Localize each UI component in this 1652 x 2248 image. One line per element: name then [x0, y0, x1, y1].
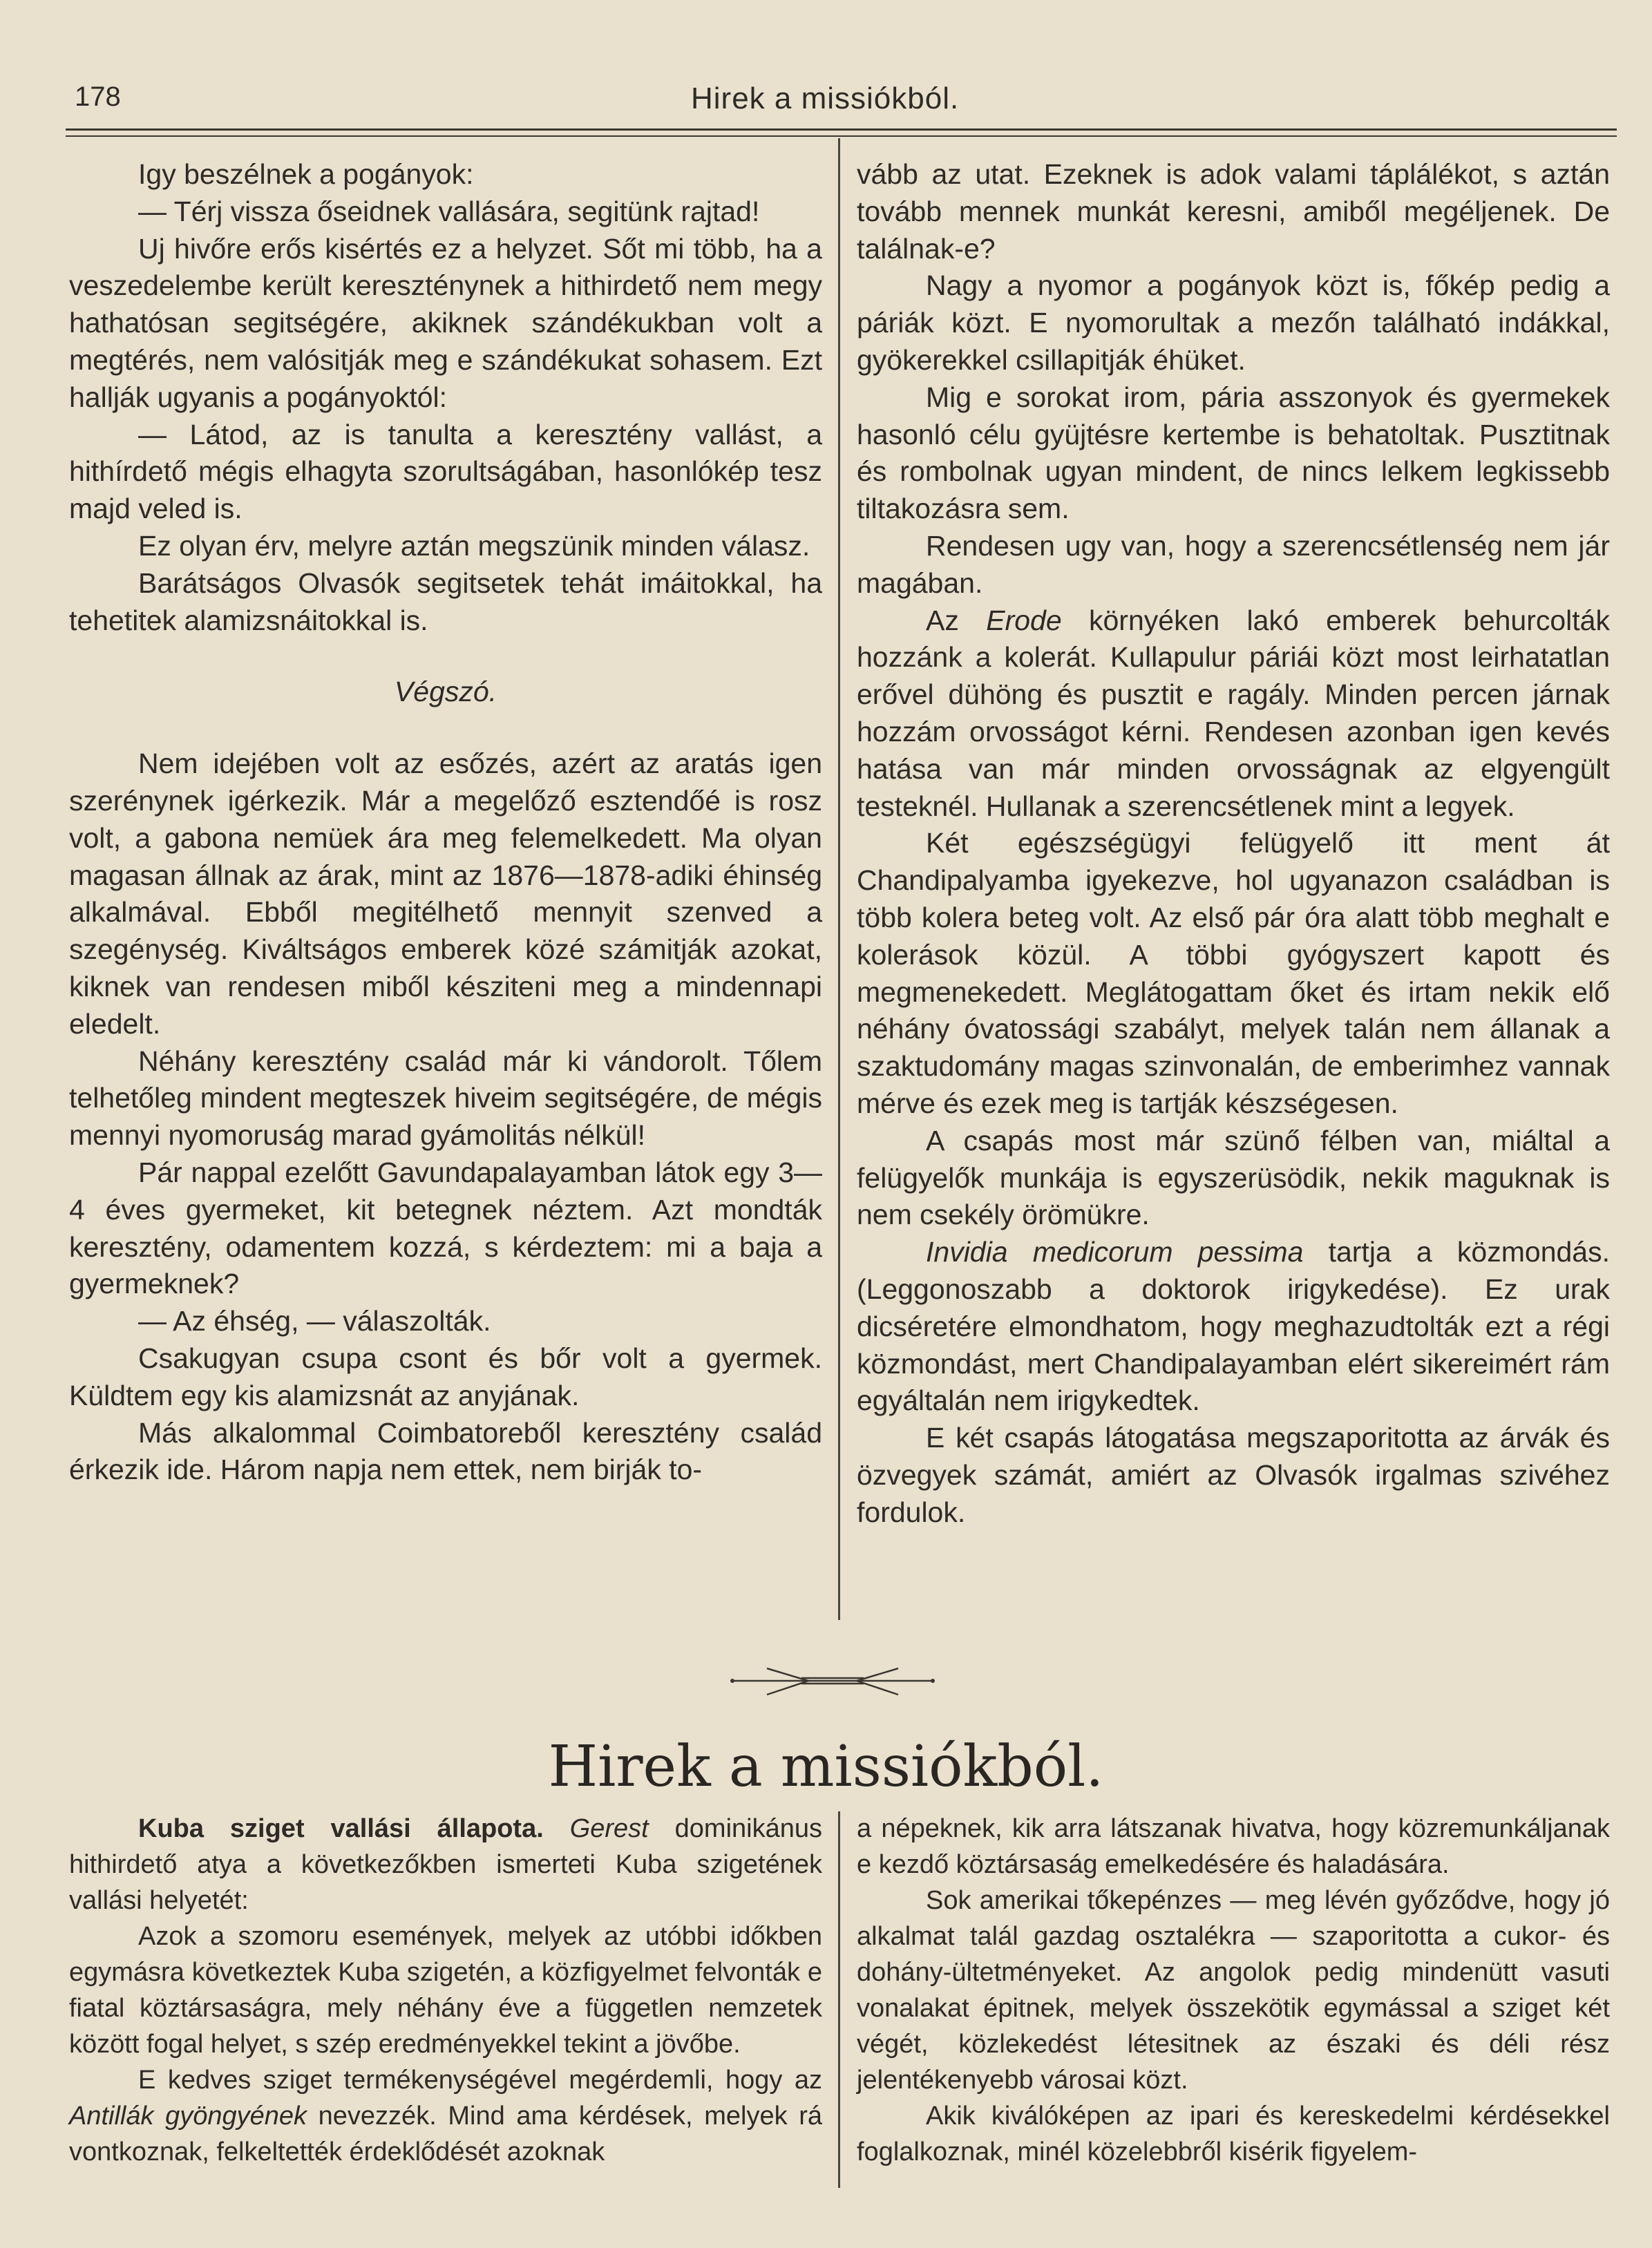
paragraph: — Látod, az is tanulta a keresztény vallást, a hithírdető mégis elhagyta szorultságában, hasonlókép tesz majd veled is.	[69, 418, 822, 525]
paragraph: Rendesen ugy van, hogy a szerencsétlenség nem jár magában.	[857, 529, 1610, 599]
paragraph: Két egészségügyi felügyelő itt ment át Chandipalyamba igyekezve, hol ugyanazon családban is több kolera beteg volt. Az első pár óra alatt több meghalt e kolerások közül. A többi gyógyszert kapott és megmenekedett. Meglátogattam őket és irtam nekik elő néhány óvatossági szabályt, melyek talán nem állanak a szaktudomány magas szinvonalán, de emberimhez vannak mérve és ezek meg is tartják készségesen.	[857, 827, 1610, 1119]
paragraph: — Térj vissza őseidnek vallására, segitünk rajtad!	[138, 195, 760, 227]
paragraph: Csakugyan csupa csont és bőr volt a gyermek. Küldtem egy kis alamizsnát az anyjának.	[69, 1342, 822, 1411]
section-title: Hirek a missiókból.	[548, 1734, 1104, 1800]
paragraph: A csapás most már szünő félben van, miáltal a felügyelők munkája is egyszerüsödik, nekik maguknak is nem csekély örömükre.	[857, 1124, 1610, 1231]
paragraph: E két csapás látogatása megszaporitotta az árvák és özvegyek számát, amiért az Olvasók irgalmas szivéhez fordulok.	[857, 1422, 1610, 1528]
column-divider-top	[838, 138, 840, 1620]
section-heading-vegszo: Végszó.	[394, 676, 497, 708]
paragraph: Azok a szomoru események, melyek az utóbbi időkben egymásra következtek Kuba szigetén, a közfigyelmet felvonták e fiatal köztársaságra, mely néhány éve a független nemzetek között fogal helyet, s szép eredményekkel tekint a jövőbe.	[69, 1922, 822, 2059]
paragraph: a népeknek, kik arra látszanak hivatva, hogy közremunkáljanak e kezdő köztársaság emelkedésére és haladására.	[857, 1814, 1610, 1879]
article-lead: Kuba sziget vallási állapota.	[138, 1814, 544, 1843]
paragraph: E kedves sziget termékenységével megérdemli, hogy az Antillák gyöngyének nevezzék. Mind ama kérdések, melyek rá vontkoznak, felkeltették érdeklődését azoknak	[69, 2066, 822, 2166]
author-name: Gerest	[569, 1814, 649, 1843]
paragraph: Ez olyan érv, melyre aztán megszünik minden válasz.	[138, 529, 810, 562]
paragraph: Uj hivőre erős kisértés ez a helyzet. Sőt mi több, ha a veszedelembe került kereszténynek a hithirdető nem megy hathatósan segitségére, akiknek szándékukban volt a megtérés, nem valósitják meg e szándékukat sohasem. Ezt hallják ugyanis a pogányoktól:	[69, 232, 822, 413]
header-rule-thin	[66, 135, 1617, 137]
paragraph: Nagy a nyomor a pogányok közt is, főkép pedig a páriák közt. E nyomorultak a mezőn található indákkal, gyökerekkel csillapitják éhüket.	[857, 269, 1610, 376]
right-column-bottom	[857, 1811, 1610, 2170]
paragraph: Pár nappal ezelőtt Gavundapalayamban látok egy 3—4 éves gyermeket, kit betegnek néztem. Azt mondták keresztény, odamentem kozzá, s kérdeztem: mi a baja a gyermeknek?	[69, 1156, 822, 1300]
column-divider-bottom	[838, 1811, 840, 2188]
paragraph: Mig e sorokat irom, pária asszonyok és gyermekek hasonló célu gyüjtésre kertembe is behatoltak. Pusztitnak és rombolnak ugyan mindent, de nincs lelkem legkissebb tiltakozásra sem.	[857, 381, 1610, 525]
right-column-top	[857, 156, 1610, 1531]
paragraph: Akik kiválóképen az ipari és kereskedelmi kérdésekkel foglalkoznak, minél közelebbről kisérik figyelem-	[857, 2102, 1610, 2166]
paragraph: Invidia medicorum pessima tartja a közmondás. (Leggonoszabb a doktorok irigykedése). Ez urak dicséretére elmondhatom, hogy meghazudtolták ezt a régi közmondást, mert Chandipalayamban elért sikereimért rám egyáltalán nem irigykedtek.	[857, 1236, 1610, 1417]
paragraph: Más alkalommal Coimbatoreből keresztény család érkezik ide. Három napja nem ettek, nem birják to-	[69, 1416, 822, 1486]
paragraph: Barátságos Olvasók segitsetek tehát imáitokkal, ha tehetitek alamizsnáitokkal is.	[69, 566, 822, 636]
paragraph: Az Erode környéken lakó emberek behurcolták hozzánk a kolerát. Kullapulur páriái közt most leirhatatlan erővel dühöng és pusztit e ragály. Minden percen járnak hozzám orvosságot kérni. Rendesen azonban igen kevés hatása van már minden orvosságnak az elgyengült testeknél. Hullanak a szerencsétlenek mint a legyek.	[857, 604, 1610, 822]
ornament-divider	[725, 1664, 940, 1699]
paragraph: Kuba sziget vallási állapota. Gerest dominikánus hithirdető atya a következőkben ismerteti Kuba szigetének vallási helyetét:	[69, 1814, 822, 1915]
latin-proverb: Invidia medicorum pessima	[926, 1236, 1304, 1268]
paragraph: vább az utat. Ezeknek is adok valami táplálékot, s aztán tovább mennek munkát keresni, amiből megéljenek. De találnak-e?	[857, 158, 1610, 265]
paragraph: Igy beszélnek a pogányok:	[138, 158, 474, 190]
place-name: Erode	[986, 604, 1062, 636]
left-column-bottom	[69, 1811, 822, 2170]
paragraph: Néhány keresztény család már ki vándorolt. Tőlem telhetőleg mindent megteszek hiveim segitségére, de mégis mennyi nyomoruság marad gyámolitás nélkül!	[69, 1045, 822, 1152]
header-rule	[66, 128, 1617, 131]
epithet: Antillák gyöngyének	[69, 2102, 307, 2131]
paragraph: Sok amerikai tőkepénzes — meg lévén győződve, hogy jó alkalmat talál gazdag osztalékra — szaporitotta a cukor- és dohány-ültetményeket. Az angolok pedig mindenütt vasuti vonalakat épitnek, melyek összekötik egymással a sziget két végét, közlekedést létesitnek az északi és déli rész jelentékenyebb városai közt.	[857, 1886, 1610, 2095]
left-column-top	[69, 156, 822, 1489]
running-title: Hirek a missiókból.	[691, 82, 960, 115]
page-number: 178	[75, 82, 121, 112]
paragraph: — Az éhség, — válaszolták.	[138, 1305, 491, 1337]
paragraph: Nem idejében volt az esőzés, azért az aratás igen szerénynek igérkezik. Már a megelőző esztendőé is rosz volt, a gabona nemüek ára meg felemelkedett. Ma olyan magasan állnak az árak, mint az 1876—1878-adiki éhinség alkalmával. Ebből megitélhető mennyit szenved a szegénység. Kiváltságos emberek közé számitják azokat, kiknek van rendesen miből késziteni meg a mindennapi eledelt.	[69, 747, 822, 1040]
